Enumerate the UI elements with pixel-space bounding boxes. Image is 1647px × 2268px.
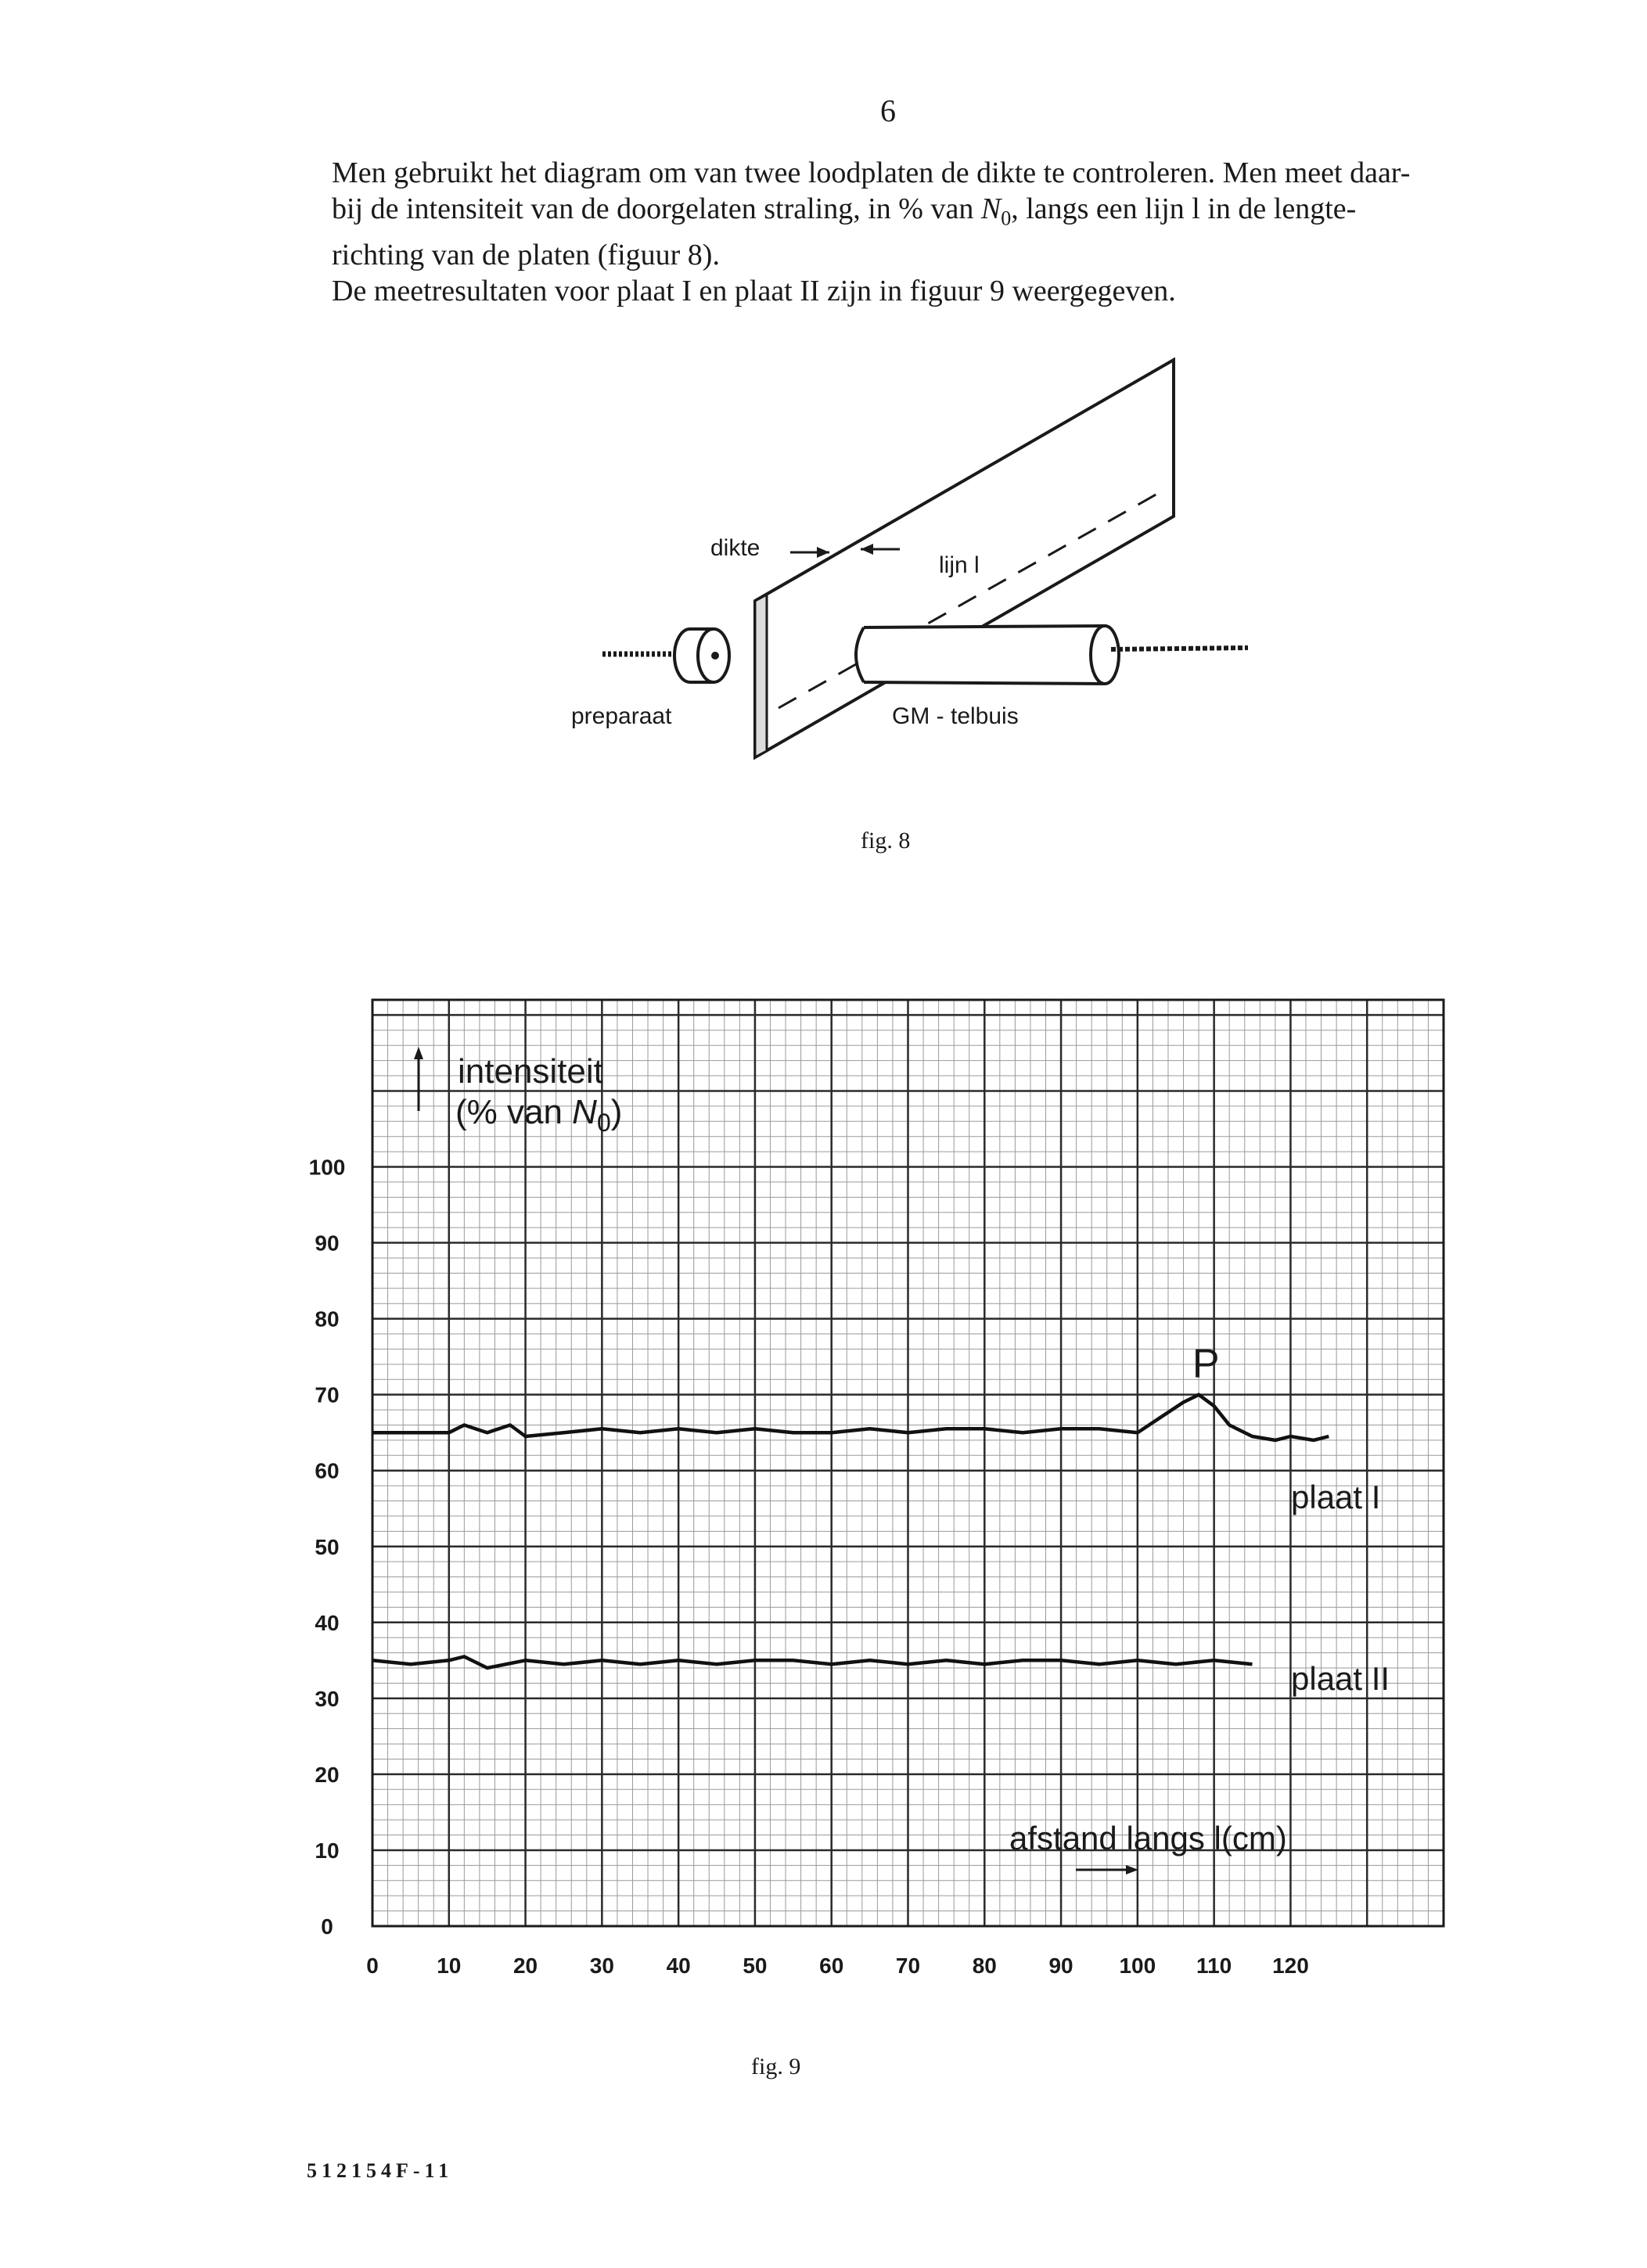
intro-line-3: richting van de platen (figuur 8). <box>332 238 720 271</box>
label-preparaat: preparaat <box>571 703 672 729</box>
intensity-symbol-sub: 0 <box>1001 207 1012 230</box>
x-tick-label: 50 <box>743 1953 768 1978</box>
x-tick-label: 40 <box>666 1953 691 1978</box>
fig9-caption: fig. 9 <box>751 2054 801 2079</box>
y-tick-label: 50 <box>315 1534 340 1559</box>
y-tick-label: 30 <box>315 1686 340 1711</box>
ylabel-line-2-b: ) <box>610 1093 623 1131</box>
intro-line-2-a: bij de intensiteit van de doorgelaten straling, in % van <box>332 192 981 225</box>
x-tick-label: 10 <box>437 1953 462 1978</box>
grid-major <box>372 1000 1444 1926</box>
label-gm-telbuis: GM - telbuis <box>892 703 1019 729</box>
ylabel-line-1: intensiteit <box>458 1052 603 1091</box>
x-tick-labels <box>366 1953 1309 1978</box>
intro-line-2-b: , langs een lijn l in de lengte- <box>1011 192 1357 225</box>
xlabel-arrowhead <box>1126 1865 1138 1874</box>
series-line-1 <box>372 1395 1329 1440</box>
y-tick-label: 0 <box>321 1914 333 1939</box>
ylabel-symbol-sub: 0 <box>596 1109 611 1137</box>
x-tick-label: 90 <box>1048 1953 1073 1978</box>
xlabel: afstand langs l(cm) <box>1009 1820 1287 1856</box>
x-tick-label: 70 <box>895 1953 921 1978</box>
series-label-plaat-2: plaat II <box>1291 1660 1390 1697</box>
y-tick-label: 70 <box>315 1382 340 1407</box>
ylabel-arrowhead <box>414 1047 423 1059</box>
y-tick-label: 60 <box>315 1458 340 1483</box>
y-tick-label: 80 <box>315 1307 340 1332</box>
x-tick-label: 100 <box>1119 1953 1156 1978</box>
series-label-plaat-1: plaat I <box>1291 1479 1381 1515</box>
label-lijn: lijn l <box>939 552 980 578</box>
series-line-2 <box>372 1657 1253 1669</box>
y-tick-labels <box>309 1156 346 1939</box>
label-dikte: dikte <box>710 535 761 561</box>
y-tick-label: 40 <box>315 1610 340 1635</box>
x-tick-label: 0 <box>366 1953 379 1978</box>
y-tick-label: 90 <box>315 1231 340 1256</box>
intro-line-1: Men gebruikt het diagram om van twee loodplaten de dikte te controleren. Men meet daar- <box>332 156 1411 189</box>
ylabel-line-2 <box>455 1093 622 1137</box>
x-tick-label: 110 <box>1196 1953 1232 1978</box>
fig8-caption: fig. 8 <box>861 828 911 854</box>
page-number: 6 <box>880 93 896 128</box>
y-tick-label: 10 <box>315 1838 340 1863</box>
x-tick-label: 120 <box>1272 1953 1309 1978</box>
point-label-p: P <box>1192 1341 1220 1387</box>
intensity-symbol: N <box>980 192 1002 225</box>
x-tick-label: 30 <box>589 1953 614 1978</box>
y-tick-label: 100 <box>308 1155 346 1180</box>
ylabel-line-2-a: (% van <box>455 1093 573 1131</box>
x-tick-label: 60 <box>819 1953 844 1978</box>
x-tick-label: 80 <box>972 1953 997 1978</box>
y-tick-label: 20 <box>315 1762 340 1787</box>
ylabel-symbol: N <box>572 1093 597 1131</box>
intro-line-4: De meetresultaten voor plaat I en plaat II zijn in figuur 9 weergegeven. <box>332 274 1176 307</box>
document-code: 512154F-11 <box>307 2159 454 2182</box>
x-tick-label: 20 <box>512 1953 538 1978</box>
